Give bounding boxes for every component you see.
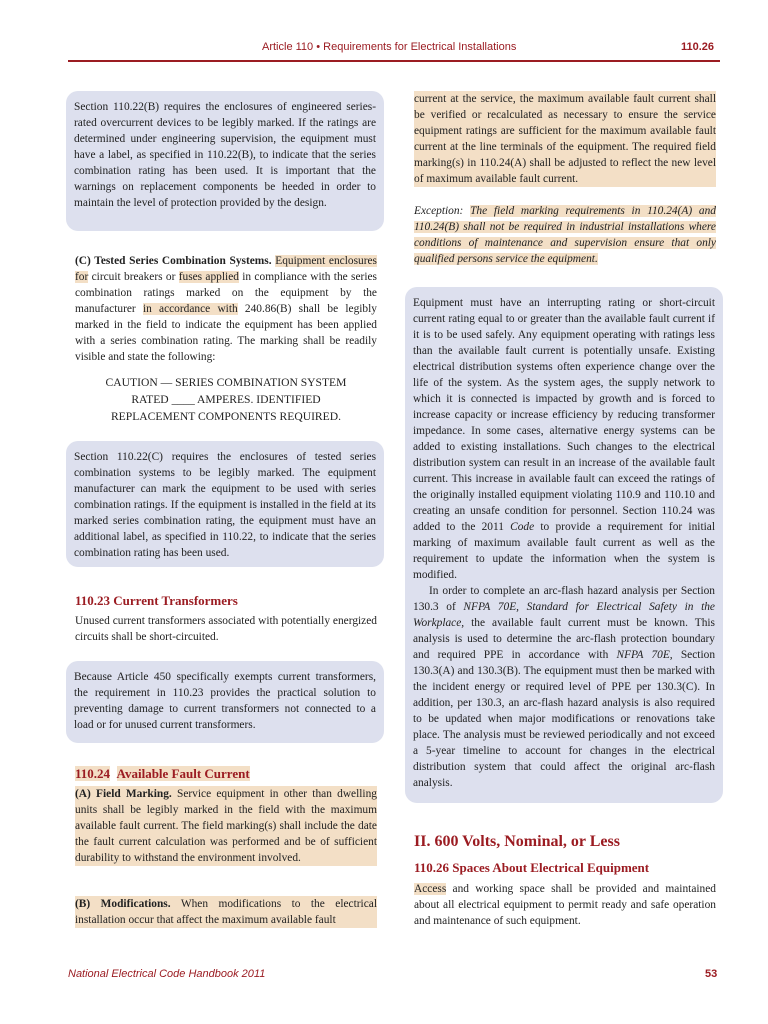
commentary-text: Section 110.22(C) requires the enclosures of tested series combination systems to be legibly marked. The equipment manufacturer can mark the equipment to be used with series combination ratings. If the equipment is installed in the field at its marked series combination rating, the equipment must have an additional label, as specified in 110.22, to indicate that the series combination rating has been used. bbox=[74, 451, 376, 559]
section-110-23-text: Unused current transformers associated with potentially energized circuits shall be short-circuited. bbox=[75, 615, 377, 643]
page-number: 53 bbox=[705, 968, 718, 980]
highlight-text: fuses applied bbox=[178, 271, 239, 283]
exception-text: The field marking requirements in 110.24(A) and 110.24(B) shall not be required in industrial installations where conditions of maintenance and supervision ensure that only qualified persons service the equipment. bbox=[414, 205, 716, 265]
header-article: Article 110 bbox=[262, 41, 314, 53]
commentary-box-110-22b bbox=[66, 91, 384, 231]
subsection-label-b: (B) Modifications. bbox=[75, 898, 171, 910]
commentary-paragraph-1: Equipment must have an interrupting rating or short-circuit current rating equal to or greater than the available fault current if it is to be used safely. Any equipment operating with ratings less than the available fault current is potentially unsafe. Existing electrical distribution systems often experience change over the life of the system. As the system ages, the supply network to which it is connected is impacted by growth and is forced to increase capacity or increase efficiency by reducing transformer impedance. In some cases, alternative energy systems can be added to existing installations. Such changes to the electrical distribution system can result in an increase of the available fault current. This increase in available fault can exceed the ratings of the originally installed equipment violating 110.9 and 110.10 and creating an unsafe condition for personnel. Section 110.24 was added to the 2011 Code to provide a requirement for initial marking of maximum available fault current as well as the requirement to update the information when the system is modified. bbox=[413, 297, 715, 581]
subsection-label-a: (A) Field Marking. bbox=[75, 788, 172, 800]
subsection-label-c: (C) Tested Series Combination Systems. bbox=[75, 255, 272, 267]
section-110-24c-paragraph: (C) Tested Series Combination Systems. Equipment enclosures for circuit breakers or fuses applied in compliance with the series combination ratings marked on the equipment by the manufacturer in accordance with 240.86(B) shall be legibly marked in the field to indicate the equipment has been applied with a series combination rating. The marking shall be readily visible and state the following: bbox=[75, 255, 377, 363]
highlight-text: Access bbox=[414, 883, 447, 895]
commentary-box-110-22c bbox=[66, 441, 384, 567]
commentary-text: Section 110.22(B) requires the enclosures of engineered series-rated overcurrent devices to be legibly marked. If the ratings are determined under engineering supervision, the equipment must have a label, as specified in 110.22(B), to indicate that the series combination rating has been used. It is important that the warnings on replacement components be heeded in order to maintain the level of protection provided by the design. bbox=[74, 101, 376, 209]
section-heading-110-24: 110.24 Available Fault Current bbox=[75, 766, 250, 781]
highlight-text: in accordance with bbox=[142, 303, 238, 315]
section-heading-110-26: 110.26 Spaces About Electrical Equipment bbox=[414, 860, 650, 875]
exception-paragraph bbox=[414, 203, 716, 267]
section-110-26-text: Access and working space shall be provided and maintained about all electrical equipment to permit ready and safe operation and maintenance of such equipment. bbox=[414, 883, 716, 927]
section-heading-110-23: 110.23 Current Transformers bbox=[75, 593, 238, 608]
section-110-24a-paragraph: (A) Field Marking. Service equipment in other than dwelling units shall be legibly marked in the field with the maximum available fault current. The field marking(s) shall include the date the fault current calculation was performed and be of sufficient durability to withstand the environment involved. bbox=[75, 788, 377, 864]
header-section-number: 110.26 bbox=[681, 41, 715, 53]
running-header bbox=[262, 41, 516, 53]
footer-book-title: National Electrical Code Handbook 2011 bbox=[68, 968, 266, 980]
commentary-paragraph-2: In order to complete an arc-flash hazard analysis per Section 130.3 of NFPA 70E, Standard for Electrical Safety in the Workplace, the available fault current must be known. This analysis is used to determine the arc-flash protection boundary and required PPE in accordance with NFPA 70E, Section 130.3(A) and 130.3(B). The equipment must then be marked with the incident energy or required level of PPE per 130.3(C). In addition, per 130.3, an arc-flash hazard analysis is also required to be updated when major modifications or renovations take place. The analysis must be reviewed periodically and not exceed a 5-year timeline to account for changes in the electrical distribution system that could affect the original arc-flash analysis. bbox=[413, 585, 716, 789]
section-110-24b-continued: current at the service, the maximum available fault current shall be verified or recalculated as necessary to ensure the service equipment ratings are sufficient for the maximum available fault current at the line terminals of the equipment. The required field marking(s) in 110.24(A) shall be adjusted to reflect the new level of maximum available fault current. bbox=[414, 93, 716, 185]
commentary-box-110-23 bbox=[66, 661, 384, 743]
commentary-box-110-24 bbox=[405, 287, 723, 803]
commentary-text: Because Article 450 specifically exempts current transformers, the requirement in 110.23 provides the practical solution to preventing damage to current transformers not connected to a load or for unused current transformers. bbox=[74, 671, 376, 731]
highlight-text: Equipment enclosures for bbox=[75, 255, 377, 283]
part-heading: II. 600 Volts, Nominal, or Less bbox=[414, 833, 620, 850]
header-bullet: • bbox=[316, 41, 321, 53]
header-title: Requirements for Electrical Installations bbox=[323, 41, 517, 53]
caution-label-text: CAUTION — SERIES COMBINATION SYSTEM RATED ____ AMPERES. IDENTIFIED REPLACEMENT COMPONENTS REQUIRED. bbox=[105, 376, 347, 423]
exception-label: Exception: bbox=[414, 205, 464, 217]
header-rule bbox=[68, 60, 720, 62]
section-110-24b-paragraph: (B) Modifications. When modifications to the electrical installation occur that affect the maximum available fault bbox=[75, 898, 377, 926]
